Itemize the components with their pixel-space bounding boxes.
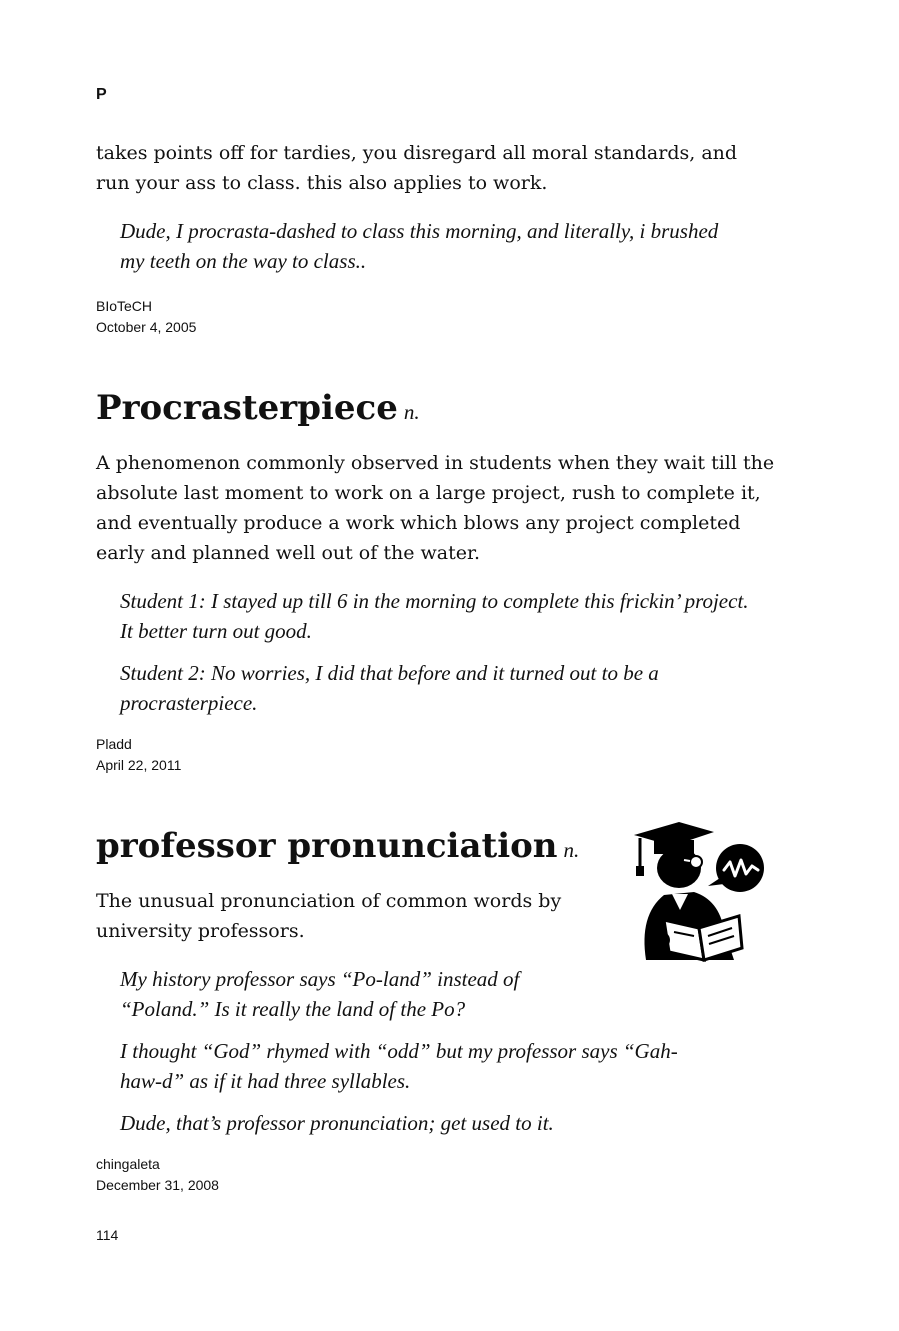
- entry-author: BIoTeCH: [96, 298, 153, 314]
- entry-date: October 4, 2005: [96, 319, 197, 335]
- continued-entry: [96, 138, 756, 338]
- entry-example: Dude, I procrasta-dashed to class this morning, and literally, i brushed my teeth on the way to class..: [120, 219, 719, 273]
- headword-text: Procrasterpiece: [96, 388, 398, 428]
- headword-text: professor pronunciation: [96, 826, 558, 866]
- entry-example: I thought “God” rhymed with “odd” but my professor says “Gah-haw-d” as if it had three syllables.: [120, 1039, 678, 1093]
- entry-date: December 31, 2008: [96, 1177, 219, 1193]
- entry-example: Student 2: No worries, I did that before and it turned out to be a procrasterpiece.: [120, 661, 659, 715]
- entry-example: Student 1: I stayed up till 6 in the morning to complete this frickin’ project. It better turn out good.: [120, 589, 749, 643]
- entry-definition: takes points off for tardies, you disregard all moral standards, and run your ass to class. this also applies to work.: [96, 142, 738, 194]
- entry-example: Dude, that’s professor pronunciation; get used to it.: [120, 1111, 554, 1135]
- section-letter: P: [96, 86, 107, 103]
- entry-example: My history professor says “Po-land” instead of “Poland.” Is it really the land of the Po?: [120, 967, 520, 1021]
- entry-procrasterpiece: [96, 386, 776, 776]
- entry-author: chingaleta: [96, 1156, 160, 1172]
- professor-reading-icon: [624, 820, 774, 966]
- entry-definition: The unusual pronunciation of common words by university professors.: [96, 890, 562, 942]
- part-of-speech: n.: [403, 400, 420, 424]
- entry-headword: [96, 386, 776, 434]
- page-number: 114: [96, 1227, 119, 1243]
- part-of-speech: n.: [563, 838, 580, 862]
- entry-date: April 22, 2011: [96, 757, 182, 773]
- entry-definition: A phenomenon commonly observed in students when they wait till the absolute last moment to work on a large project, rush to complete it, and eventually produce a work which blows any project completed early and planned well out of the water.: [96, 452, 775, 564]
- entry-author: Pladd: [96, 736, 132, 752]
